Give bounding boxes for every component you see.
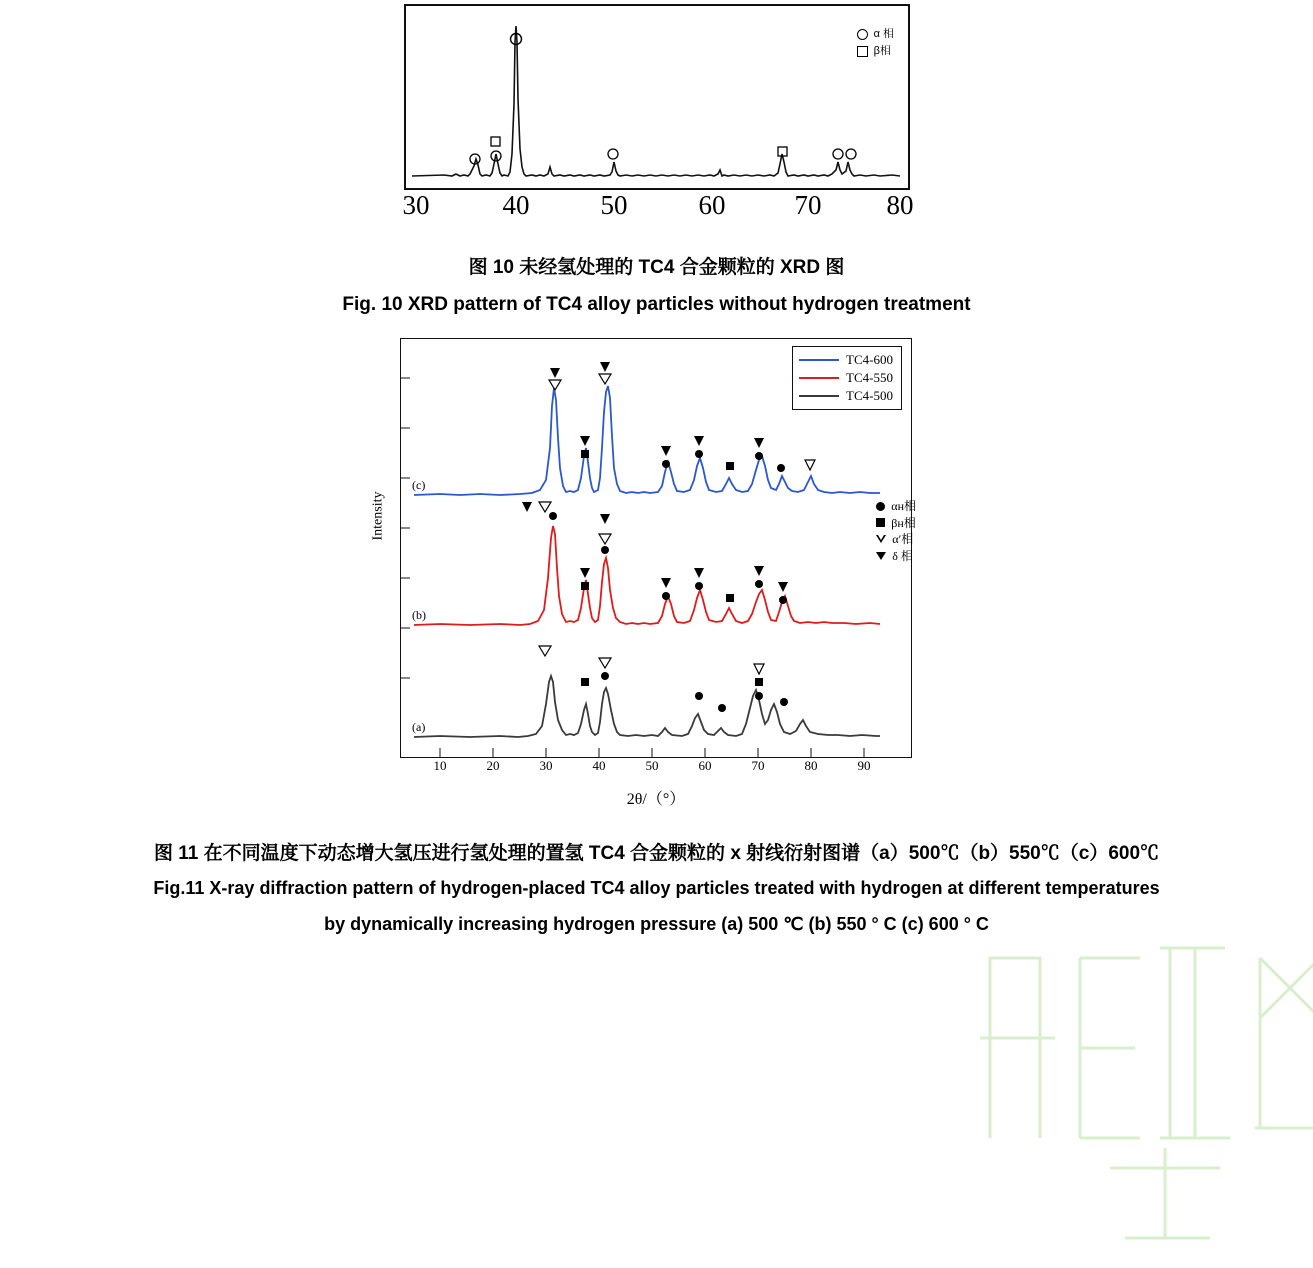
figure-11-caption-en-line2: by dynamically increasing hydrogen pressure (a) 500 ℃ (b) 550 ° C (c) 600 ° C	[324, 914, 989, 934]
x-tick-label: 10	[433, 758, 447, 773]
x-tick-label: 50	[600, 190, 628, 220]
figure-11-caption-cn: 图 11 在不同温度下动态增大氢压进行氢处理的置氢 TC4 合金颗粒的 x 射线衍射图谱（a）500℃（b）550℃（c）600℃	[153, 843, 1160, 864]
square-open-icon	[857, 46, 868, 57]
figure-11-x-axis	[400, 758, 912, 782]
triangle-filled-icon	[876, 552, 886, 560]
x-tick-label: 30	[402, 190, 430, 220]
phase-label: α′相	[892, 532, 914, 546]
x-tick-label: 40	[502, 190, 530, 220]
line-sample-icon	[799, 395, 839, 397]
figure-11-x-axis-title: 2θ/（°）	[626, 791, 686, 808]
markers-b	[522, 502, 788, 604]
phase-item-beta-h	[876, 515, 916, 532]
circle-open-icon	[857, 29, 868, 40]
x-tick-label: 70	[751, 758, 765, 773]
x-tick-label: 80	[886, 190, 914, 220]
figure-10-caption-en: Fig. 10 XRD pattern of TC4 alloy particles without hydrogen treatment	[342, 294, 971, 315]
figure-10-peak-markers	[404, 4, 910, 190]
phase-label: βн相	[891, 515, 916, 530]
phase-label: αн相	[891, 499, 916, 513]
legend-label: β相	[873, 45, 891, 57]
legend-label: TC4-600	[846, 352, 893, 367]
legend-item-tc4-600	[799, 351, 893, 369]
x-tick-label: 70	[794, 190, 822, 220]
legend-item-tc4-500	[799, 387, 893, 405]
trace-label-c: (c)	[412, 478, 426, 492]
phase-item-delta	[876, 548, 916, 565]
x-tick-label: 60	[698, 190, 726, 220]
phase-label: δ 相	[892, 548, 913, 563]
square-filled-icon	[876, 518, 885, 527]
x-tick-label: 50	[645, 758, 659, 773]
legend-label: TC4-550	[846, 370, 893, 385]
legend-label: α 相	[873, 28, 894, 40]
markers-c	[549, 362, 815, 472]
x-tick-label: 60	[698, 758, 712, 773]
figure-10-legend	[857, 26, 894, 60]
legend-item-alpha	[857, 26, 894, 43]
line-sample-icon	[799, 359, 839, 361]
legend-item-tc4-550	[799, 369, 893, 387]
line-sample-icon	[799, 377, 839, 379]
figure-10	[402, 4, 914, 220]
phase-item-alpha-prime	[876, 531, 916, 548]
figure-11-caption-en-line1: Fig.11 X-ray diffraction pattern of hydrogen-placed TC4 alloy particles treated with hydrogen at different temperatures	[153, 878, 1160, 898]
figure-11-legend	[792, 346, 902, 410]
watermark	[960, 838, 1313, 1268]
circle-filled-icon	[876, 502, 885, 511]
phase-item-alpha-h	[876, 498, 916, 515]
x-tick-label: 30	[539, 758, 553, 773]
figure-10-caption-cn: 图 10 未经氢处理的 TC4 合金颗粒的 XRD 图	[468, 257, 845, 278]
legend-label: TC4-500	[846, 388, 893, 403]
figure-11	[370, 338, 916, 808]
x-tick-label: 20	[486, 758, 500, 773]
legend-item-beta	[857, 43, 894, 60]
x-tick-label: 90	[857, 758, 871, 773]
figure-11-phase-legend	[876, 498, 916, 564]
triangle-open-icon	[876, 535, 886, 543]
x-tick-label: 80	[804, 758, 818, 773]
trace-label-b: (b)	[412, 608, 426, 622]
figure-11-y-axis-label: Intensity	[370, 491, 386, 541]
figure-10-x-axis	[402, 190, 914, 224]
trace-label-a: (a)	[412, 720, 426, 734]
x-tick-label: 40	[592, 758, 606, 773]
